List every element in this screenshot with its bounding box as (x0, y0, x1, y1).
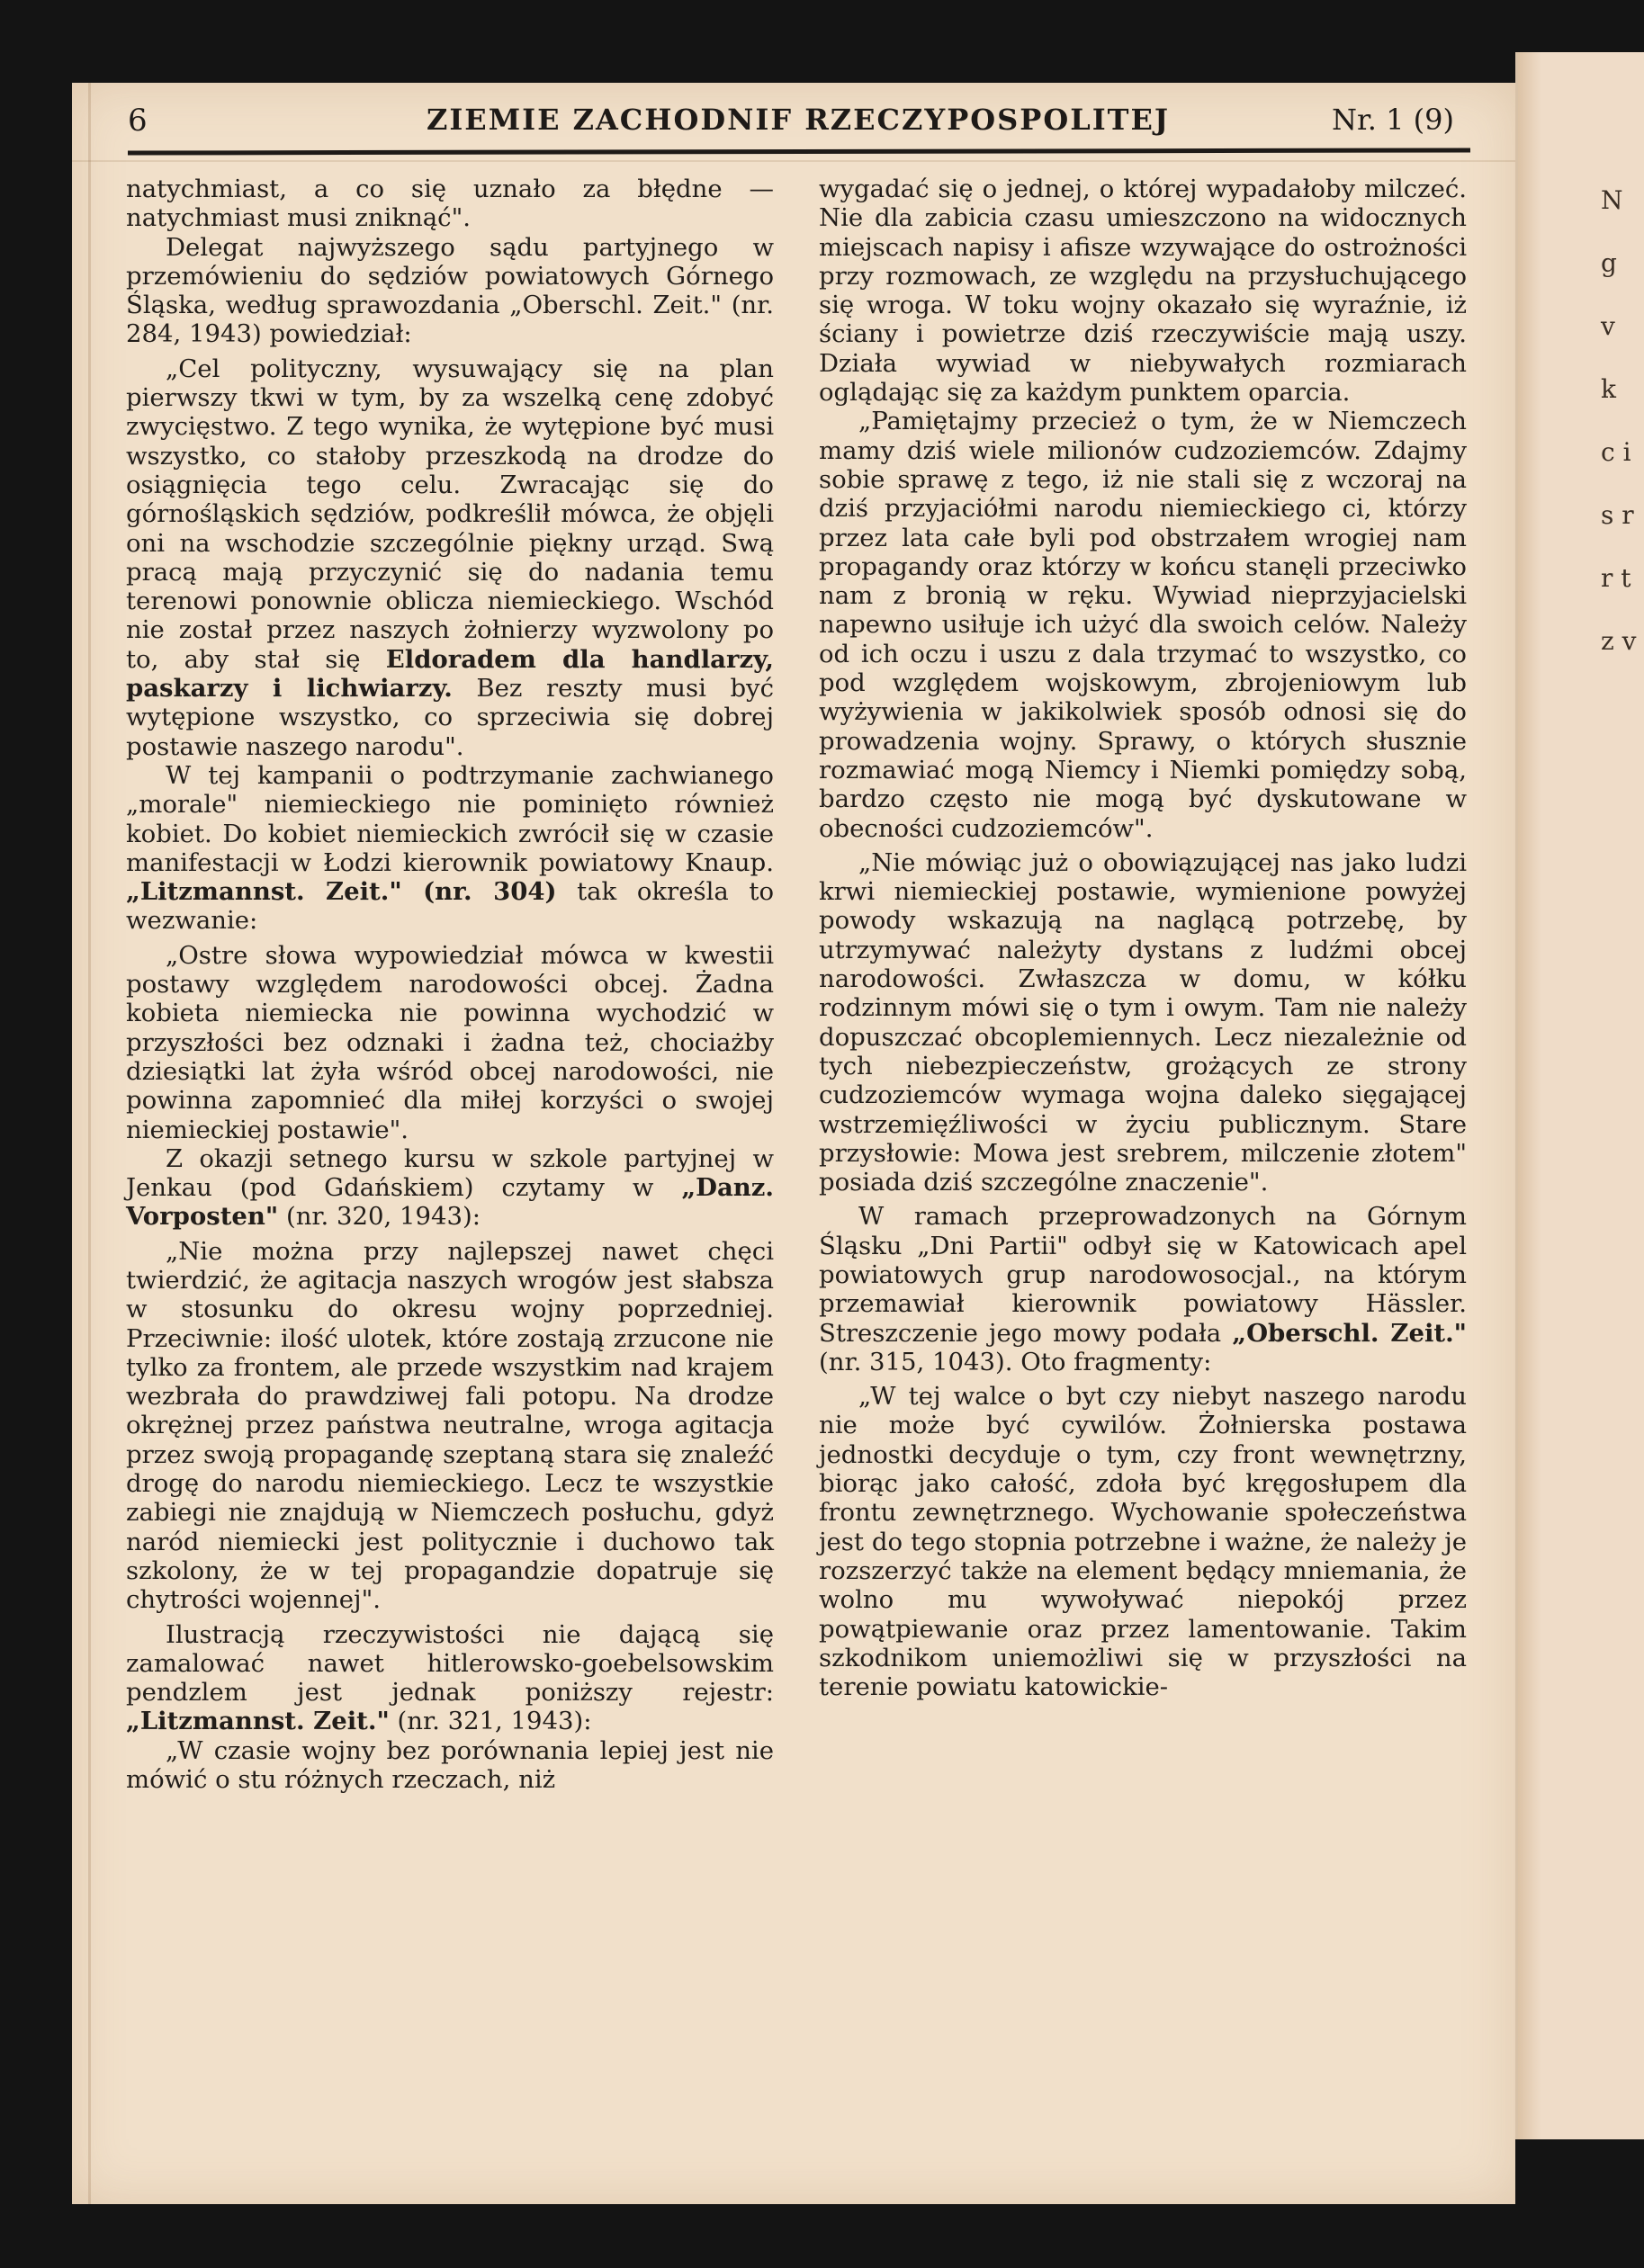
paragraph: natychmiast, a co się uznało za błędne — natychmiast musi zniknąć". (126, 175, 774, 233)
adjacent-page (1515, 52, 1644, 2139)
page-top-fold (72, 160, 1515, 162)
text-run: W ramach przeprowadzonych na Górnym Śląsku „Dni Partii" odbył się w Katowicach apel powiatowych grup narodowosocjal., na którym przemawiał kierownik powiatowy Hässler. Streszczenie jego mowy podała (819, 1202, 1467, 1348)
left-column (126, 175, 774, 1794)
page-header (128, 97, 1469, 140)
bold-text: „Danz. Vorposten" (126, 1173, 774, 1232)
text-run: (nr. 315, 1043). Oto fragmenty: (819, 1347, 1212, 1376)
paragraph: wygadać się o jednej, o której wypadałoby milczeć. Nie dla zabicia czasu umieszczono na widocznych miejscach napisy i afisze wzywające do ostrożności przy rozmowach, ze względu na przysłuchującego się wroga. W toku wojny okazało się wyraźnie, iż ściany i powietrze dziś rzeczywiście mają uszy. Działa wywiad w niebywałych rozmiarach oglądając się za każdym punktem oparcia. (819, 175, 1467, 408)
adjacent-page-text: N g v k c i s r r t z v (1601, 185, 1637, 656)
adjacent-page-edge (1518, 52, 1541, 2139)
paragraph: „Nie można przy najlepszej nawet chęci twierdzić, że agitacja naszych wrogów jest słabsza w stosunku do okresu wojny poprzedniej. Przeciwnie: ilość ulotek, które zostają zrzucone nie tylko za frontem, ale przede wszystkim nad krajem wezbrała do prawdziwej fali potopu. Na drodze okrężnej przez państwa neutralne, wroga agitacja przez swoją propagandę szeptaną stara się znaleźć drogę do narodu niemieckiego. Lecz te wszystkie zabiegi nie znajdują w Niemczech posłuchu, gdyż naród niemiecki jest politycznie i duchowo tak szkolony, że w tej propagandzie dopatruje się chytrości wojennej". (126, 1236, 774, 1615)
bold-text: „Litzmannst. Zeit." (126, 1707, 390, 1736)
page-number: 6 (128, 103, 148, 139)
text-run: Z okazji setnego kursu w szkole partyjnej w Jenkau (pod Gdańskiem) czytamy w (126, 1143, 774, 1203)
paragraph (819, 1202, 1467, 1376)
bold-text: Eldoradem dla handlarzy, paskarzy i lichwiarzy. (126, 644, 774, 704)
paragraph: „Ostre słowa wypowiedział mówca w kwestii postawy względem narodowości obcej. Żadna kobieta niemiecka nie powinna wychodzić w przyszłości bez odznaki i żadna też, chociażby dziesiątki lat żyła wśród obcej narodowości, nie powinna zapomnieć dla miłej korzyści o swojej niemieckiej postawie". (126, 940, 774, 1144)
right-column (819, 175, 1467, 1701)
newspaper-title: ZIEMIE ZACHODNIF RZECZYPOSPOLITEJ (426, 103, 1171, 137)
paragraph: „Nie mówiąc już o obowiązującej nas jako ludzi krwi niemieckiej postawie, wymienione powyżej powody wskazują na naglącą potrzebę, by utrzymywać należyty dystans z ludźmi obcej narodowości. Zwłaszcza w domu, w kółku rodzinnym mówi się o tym i owym. Tam nie należy dopuszczać obcoplemiennych. Lecz niezależnie od tych niebezpieczeństw, grożących ze strony cudzoziemców wymaga wojna daleko sięgającej wstrzemięźliwości w życiu publicznym. Stare przysłowie: Mowa jest srebrem, milczenie złotem" posiada dziś szczególne znaczenie". (819, 847, 1467, 1197)
paragraph: „Pamiętajmy przecież o tym, że w Niemczech mamy dziś wiele milionów cudzoziemców. Zdajmy sobie sprawę z tego, iż nie stali się z wczoraj na dziś przyjaciółmi narodu niemieckiego ci, którzy przez lata całe byli pod obstrzałem wrogiej nam propagandy oraz którzy w końcu stanęli przeciwko nam z bronią w ręku. Wywiad nieprzyjacielski napewno usiłuje ich użyć dla swoich celów. Należy od ich oczu i uszu z dala trzymać to wszystko, co pod względem wojskowym, zbrojeniowym lub wyżywienia w jakikolwiek sposób odnosi się do prowadzenia wojny. Sprawy, o których słusznie rozmawiać mogą Niemcy i Niemki pomiędzy sobą, bardzo często nie mogą być dyskutowane w obecności cudzoziemców". (819, 407, 1467, 843)
bold-text: „Oberschl. Zeit." (1232, 1318, 1467, 1348)
page-fold (88, 83, 91, 2204)
paragraph (126, 354, 774, 761)
paragraph (126, 761, 774, 936)
paragraph (126, 1620, 774, 1736)
text-run: (nr. 321, 1943): (389, 1707, 592, 1736)
text-run: Ilustracją rzeczywistości nie dającą się zamalować nawet hitlerowsko-goebelsowskim pendzlem jest jednak poniższy rejestr: (126, 1619, 774, 1708)
issue-number: Nr. 1 (9) (1332, 103, 1454, 137)
paragraph: „W czasie wojny bez porównania lepiej jest nie mówić o stu różnych rzeczach, niż (126, 1735, 774, 1795)
paragraph: Delegat najwyższego sądu partyjnego w przemówieniu do sędziów powiatowych Górnego Śląska, według sprawozdania „Oberschl. Zeit." (nr. 284, 1943) powiedział: (126, 232, 774, 349)
text-run: tak określa to wezwanie: (126, 877, 774, 936)
text-run: (nr. 320, 1943): (278, 1202, 481, 1232)
paragraph: „W tej walce o byt czy niebyt naszego narodu nie może być cywilów. Żołnierska postawa jednostki decyduje o tym, czy front wewnętrzny, biorąc jako całość, zdoła być kręgosłupem dla frontu zewnętrznego. Wychowanie społeczeństwa jest do tego stopnia potrzebne i ważne, że należy je rozszerzyć także na element będący mniemania, że wolno mu wywoływać niepokój przez powątpiewanie oraz przez lamentowanie. Takim szkodnikom uniemożliwi się w przyszłości na terenie powiatu katowickie- (819, 1382, 1467, 1702)
text-run: Bez reszty musi być wytępione wszystko, co sprzeciwia się dobrej postawie naszego narodu". (126, 674, 774, 761)
text-run: W tej kampanii o podtrzymanie zachwianego „morale" niemieckiego nie pominięto również kobiet. Do kobiet niemieckich zwrócił się w czasie manifestacji w Łodzi kierownik powiatowy Knaup. (126, 760, 774, 877)
paragraph (126, 1144, 774, 1232)
text-run: „Cel polityczny, wysuwający się na plan pierwszy tkwi w tym, by za wszelką cenę zdobyć zwycięstwo. Z tego wynika, że wytępione być musi wszystko, co stałoby przeszkodą na drodze do osiągnięcia tego celu. Zwracając się do górnośląskich sędziów, podkreślił mówca, że objęli oni na wschodzie szczególnie piękny urząd. Swą pracą mają przyczynić się do nadania temu terenowi ponownie oblicza niemieckiego. Wschód nie został przez naszych żołnierzy wyzwolony po to, aby stał się (126, 354, 774, 674)
bold-text: „Litzmannst. Zeit." (nr. 304) (126, 877, 557, 907)
